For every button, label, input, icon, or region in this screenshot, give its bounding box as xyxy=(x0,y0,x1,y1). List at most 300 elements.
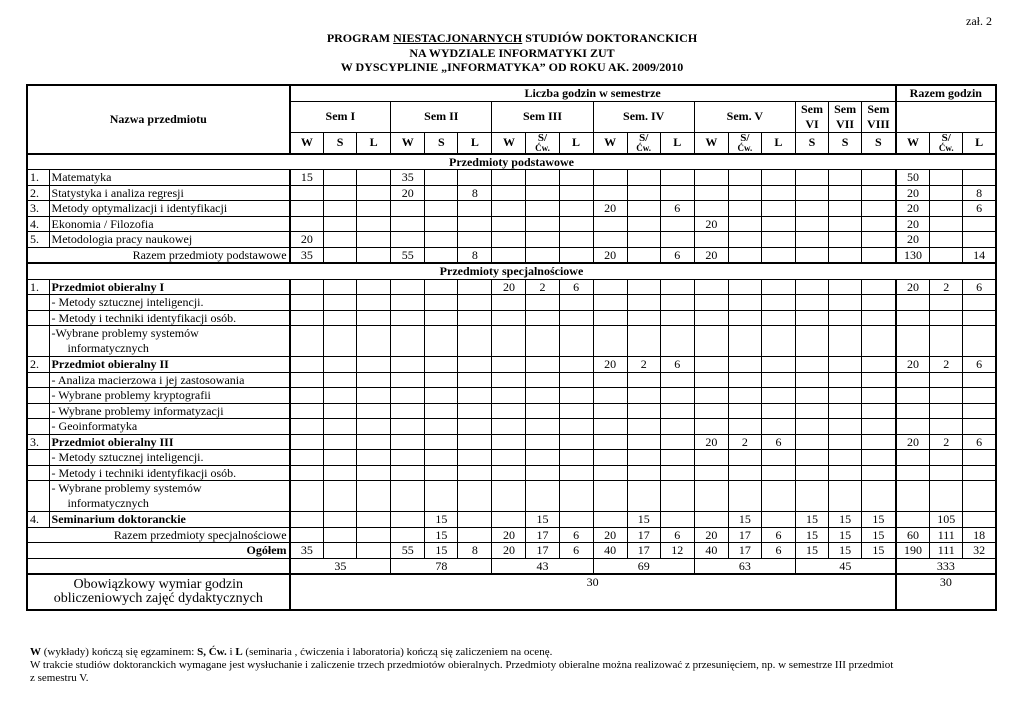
hours-cell xyxy=(526,419,559,435)
hours-cell xyxy=(324,279,357,295)
subject-name-line-2: informatycznych xyxy=(61,341,149,355)
hours-cell xyxy=(795,434,828,450)
hours-cell xyxy=(290,201,324,217)
semester-total: 78 xyxy=(391,558,492,574)
hours-cell xyxy=(458,357,492,373)
subject-name: Seminarium doktoranckie xyxy=(49,512,290,528)
subject-name xyxy=(49,481,290,512)
hours-cell xyxy=(963,419,996,435)
hours-cell xyxy=(728,216,761,232)
subject-name: Metody optymalizacji i identyfikacji xyxy=(49,201,290,217)
hours-cell xyxy=(728,419,761,435)
hours-cell xyxy=(728,279,761,295)
hours-cell xyxy=(627,434,660,450)
obligatory-label-line-1: Obowiązkowy wymiar godzin xyxy=(73,576,244,592)
row-number xyxy=(27,372,49,388)
hours-cell xyxy=(425,170,458,186)
title-line-3: W DYSCYPLINIE „INFORMATYKA” OD ROKU AK. 2009/2010 xyxy=(340,60,684,74)
section-basic-label: Przedmioty podstawowe xyxy=(27,154,996,170)
hours-cell xyxy=(425,279,458,295)
hours-cell xyxy=(862,295,896,311)
hours-cell xyxy=(829,372,862,388)
hours-cell xyxy=(627,201,660,217)
type-l-header: L xyxy=(559,132,593,154)
hours-cell xyxy=(627,372,660,388)
hours-cell xyxy=(728,357,761,373)
hours-cell xyxy=(896,310,930,326)
hours-cell xyxy=(627,465,660,481)
hours-cell xyxy=(660,279,694,295)
semester-total: 69 xyxy=(593,558,694,574)
subject-name: - Metody i techniki identyfikacji osób. xyxy=(49,310,290,326)
hours-cell xyxy=(425,434,458,450)
hours-cell xyxy=(593,388,627,404)
hours-cell xyxy=(829,201,862,217)
hours-cell xyxy=(660,465,694,481)
row-number: 2. xyxy=(27,357,49,373)
hours-cell xyxy=(458,232,492,248)
total-row xyxy=(27,543,996,559)
row-number xyxy=(27,326,49,357)
row-number xyxy=(27,481,49,512)
hours-cell xyxy=(862,403,896,419)
hours-cell: 17 xyxy=(526,527,559,543)
hours-cell xyxy=(492,388,526,404)
table-row xyxy=(27,201,996,217)
hours-cell xyxy=(425,185,458,201)
hours-cell: 20 xyxy=(896,434,930,450)
hours-cell xyxy=(728,450,761,466)
hours-cell xyxy=(425,232,458,248)
hours-cell xyxy=(290,357,324,373)
type-cw: Ćw. xyxy=(535,142,550,153)
footnote-line-2: W trakcie studiów doktoranckich wymagane jest wysłuchanie i zaliczenie trzech przedmiotów obieralnych. Przedmioty obieralne można realizować z przesunięciem, np. w semestrze III przedmiot xyxy=(30,659,894,671)
hours-cell xyxy=(862,357,896,373)
hours-cell xyxy=(425,295,458,311)
hours-cell xyxy=(526,434,559,450)
type-s-cw-header xyxy=(526,132,559,154)
hours-cell xyxy=(627,170,660,186)
hours-cell xyxy=(627,419,660,435)
hours-cell xyxy=(761,295,795,311)
hours-cell: 2 xyxy=(930,434,963,450)
subject-name: - Metody i techniki identyfikacji osób. xyxy=(49,465,290,481)
hours-cell xyxy=(862,201,896,217)
title-line-1-b: STUDIÓW DOKTORANCKICH xyxy=(522,31,698,45)
hours-cell xyxy=(795,326,828,357)
sem1-header: Sem I xyxy=(290,101,391,132)
type-l-header: L xyxy=(660,132,694,154)
hours-cell xyxy=(963,481,996,512)
hours-cell: 20 xyxy=(290,232,324,248)
hours-cell xyxy=(357,216,391,232)
hours-cell xyxy=(862,450,896,466)
hours-cell: 40 xyxy=(593,543,627,559)
hours-cell xyxy=(458,419,492,435)
hours-cell xyxy=(930,326,963,357)
hours-cell xyxy=(290,465,324,481)
hours-cell xyxy=(290,527,324,543)
hours-cell xyxy=(526,295,559,311)
hours-cell xyxy=(660,388,694,404)
hours-cell xyxy=(761,419,795,435)
hours-cell: 15 xyxy=(795,512,828,528)
hours-cell xyxy=(492,170,526,186)
hours-cell xyxy=(761,403,795,419)
hours-cell xyxy=(492,295,526,311)
hours-cell xyxy=(728,201,761,217)
hours-cell xyxy=(829,465,862,481)
hours-cell xyxy=(324,372,357,388)
hours-cell xyxy=(795,372,828,388)
hours-cell xyxy=(559,434,593,450)
hours-cell: 20 xyxy=(694,216,728,232)
hours-cell xyxy=(391,481,425,512)
type-w-header: W xyxy=(492,132,526,154)
row-number: 1. xyxy=(27,279,49,295)
type-s-cw-header xyxy=(728,132,761,154)
hours-cell: 15 xyxy=(862,527,896,543)
subject-name: Matematyka xyxy=(49,170,290,186)
hours-cell xyxy=(559,185,593,201)
hours-cell xyxy=(694,279,728,295)
hours-cell: 105 xyxy=(930,512,963,528)
hours-cell xyxy=(795,201,828,217)
hours-cell xyxy=(862,419,896,435)
hours-cell xyxy=(627,388,660,404)
hours-cell xyxy=(357,357,391,373)
hours-cell xyxy=(694,403,728,419)
hours-cell xyxy=(324,216,357,232)
hours-cell xyxy=(492,434,526,450)
hours-cell xyxy=(660,434,694,450)
hours-cell: 35 xyxy=(290,247,324,263)
hours-cell xyxy=(694,388,728,404)
title-line-1-a: PROGRAM xyxy=(326,31,394,45)
sem2-header: Sem II xyxy=(391,101,492,132)
hours-cell xyxy=(458,481,492,512)
hours-cell xyxy=(391,465,425,481)
hours-cell: 2 xyxy=(930,279,963,295)
hours-cell xyxy=(963,450,996,466)
hours-cell: 20 xyxy=(896,232,930,248)
hours-cell xyxy=(829,247,862,263)
hours-cell: 6 xyxy=(761,527,795,543)
hours-cell xyxy=(357,388,391,404)
hours-cell: 20 xyxy=(593,247,627,263)
hours-cell xyxy=(930,310,963,326)
hours-cell xyxy=(593,170,627,186)
hours-cell xyxy=(593,419,627,435)
hours-cell: 15 xyxy=(425,527,458,543)
hours-cell: 18 xyxy=(963,527,996,543)
table-row xyxy=(27,434,996,450)
hours-cell xyxy=(829,279,862,295)
hours-cell xyxy=(324,357,357,373)
hours-cell xyxy=(559,170,593,186)
type-s-cw-header xyxy=(930,132,963,154)
table-row xyxy=(27,357,996,373)
hours-cell xyxy=(526,357,559,373)
hours-cell xyxy=(930,388,963,404)
hours-cell xyxy=(761,170,795,186)
sem7-header: Sem VII xyxy=(829,101,862,132)
hours-cell xyxy=(795,170,828,186)
hours-cell xyxy=(627,185,660,201)
hours-cell xyxy=(694,326,728,357)
hours-cell xyxy=(425,310,458,326)
hours-cell xyxy=(896,465,930,481)
hours-cell xyxy=(660,403,694,419)
subject-name: - Metody sztucznej inteligencji. xyxy=(49,295,290,311)
hours-cell xyxy=(829,388,862,404)
hours-cell xyxy=(357,170,391,186)
section-spec-label: Przedmioty specjalnościowe xyxy=(27,263,996,279)
hours-cell xyxy=(627,481,660,512)
hours-cell xyxy=(425,372,458,388)
hours-cell xyxy=(559,419,593,435)
sem6-header: Sem VI xyxy=(795,101,828,132)
hours-cell xyxy=(526,201,559,217)
hours-cell xyxy=(559,372,593,388)
hours-cell xyxy=(829,403,862,419)
hours-cell xyxy=(425,419,458,435)
hours-cell xyxy=(458,527,492,543)
type-s-header: S xyxy=(829,132,862,154)
hours-cell xyxy=(324,232,357,248)
table-row xyxy=(27,326,996,357)
hours-cell xyxy=(593,403,627,419)
hours-cell xyxy=(391,434,425,450)
hours-cell xyxy=(728,185,761,201)
hours-cell xyxy=(357,326,391,357)
row-number xyxy=(27,295,49,311)
hours-cell: 6 xyxy=(963,434,996,450)
type-w-header: W xyxy=(290,132,324,154)
semester-total: 63 xyxy=(694,558,795,574)
type-cw: Ćw. xyxy=(938,142,954,153)
subject-name: - Metody sztucznej inteligencji. xyxy=(49,450,290,466)
section-spec xyxy=(27,263,996,279)
row-number: 5. xyxy=(27,232,49,248)
hours-cell xyxy=(458,512,492,528)
hours-cell xyxy=(492,201,526,217)
hours-cell xyxy=(761,357,795,373)
hours-cell: 15 xyxy=(425,512,458,528)
hours-cell: 20 xyxy=(593,357,627,373)
hours-cell: 15 xyxy=(829,527,862,543)
type-w-header: W xyxy=(593,132,627,154)
hours-cell xyxy=(357,279,391,295)
hours-cell xyxy=(761,388,795,404)
footnote-s-cw: S, Ćw. xyxy=(197,646,227,658)
hours-cell xyxy=(559,388,593,404)
type-cw: Ćw. xyxy=(636,142,652,153)
row-number xyxy=(27,403,49,419)
type-l-header: L xyxy=(761,132,795,154)
hours-cell xyxy=(324,201,357,217)
hours-cell xyxy=(761,450,795,466)
hours-cell: 6 xyxy=(963,357,996,373)
hours-cell xyxy=(862,232,896,248)
hours-cell xyxy=(963,216,996,232)
hours-cell xyxy=(425,403,458,419)
hours-cell xyxy=(526,450,559,466)
hours-cell: 15 xyxy=(627,512,660,528)
type-l-header: L xyxy=(458,132,492,154)
type-w-header: W xyxy=(391,132,425,154)
hours-cell xyxy=(391,388,425,404)
hours-cell xyxy=(963,326,996,357)
hours-cell: 55 xyxy=(391,543,425,559)
hours-cell xyxy=(963,372,996,388)
hours-cell xyxy=(324,512,357,528)
total-header: Razem godzin xyxy=(896,85,996,101)
hours-cell xyxy=(324,247,357,263)
table-row xyxy=(27,481,996,512)
hours-cell xyxy=(761,232,795,248)
hours-cell xyxy=(324,543,357,559)
hours-cell xyxy=(660,295,694,311)
hours-cell xyxy=(660,170,694,186)
hours-cell xyxy=(324,419,357,435)
hours-cell xyxy=(660,232,694,248)
hours-cell: 6 xyxy=(660,247,694,263)
hours-cell xyxy=(694,512,728,528)
hours-cell xyxy=(425,247,458,263)
hours-cell xyxy=(593,326,627,357)
hours-cell: 20 xyxy=(694,247,728,263)
hours-cell xyxy=(290,403,324,419)
hours-cell xyxy=(829,310,862,326)
hours-cell xyxy=(492,310,526,326)
hours-cell xyxy=(357,201,391,217)
hours-cell: 190 xyxy=(896,543,930,559)
hours-cell: 20 xyxy=(492,543,526,559)
total-row-label: Ogółem xyxy=(27,543,290,559)
hours-cell xyxy=(492,216,526,232)
hours-cell xyxy=(492,372,526,388)
grand-total: 333 xyxy=(896,558,996,574)
hours-cell xyxy=(458,465,492,481)
footnote-line-1 xyxy=(30,646,1000,659)
hours-cell: 20 xyxy=(593,527,627,543)
hours-cell xyxy=(492,465,526,481)
hours-cell: 12 xyxy=(660,543,694,559)
hours-cell: 6 xyxy=(660,357,694,373)
type-w-header: W xyxy=(694,132,728,154)
hours-cell xyxy=(492,450,526,466)
hours-cell xyxy=(559,481,593,512)
table-row xyxy=(27,216,996,232)
hours-cell xyxy=(963,512,996,528)
hours-cell xyxy=(324,170,357,186)
subject-name: Przedmiot obieralny I xyxy=(49,279,290,295)
hours-cell: 2 xyxy=(526,279,559,295)
hours-cell xyxy=(728,232,761,248)
row-number: 1. xyxy=(27,170,49,186)
hours-cell xyxy=(593,232,627,248)
hours-cell xyxy=(559,450,593,466)
sem8-header: Sem VIII xyxy=(862,101,896,132)
hours-cell xyxy=(290,295,324,311)
hours-cell xyxy=(458,310,492,326)
hours-cell xyxy=(963,403,996,419)
table-row xyxy=(27,388,996,404)
type-s-header: S xyxy=(862,132,896,154)
hours-cell xyxy=(627,403,660,419)
hours-cell: 6 xyxy=(761,434,795,450)
subject-name: Statystyka i analiza regresji xyxy=(49,185,290,201)
hours-header: Liczba godzin w semestrze xyxy=(290,85,896,101)
sem4-header: Sem. IV xyxy=(593,101,694,132)
hours-cell xyxy=(324,450,357,466)
subject-name: Przedmiot obieralny III xyxy=(49,434,290,450)
hours-cell xyxy=(930,295,963,311)
hours-cell xyxy=(492,403,526,419)
hours-cell xyxy=(458,326,492,357)
hours-cell xyxy=(829,481,862,512)
hours-cell xyxy=(324,465,357,481)
hours-cell: 111 xyxy=(930,527,963,543)
hours-cell xyxy=(896,403,930,419)
title-line-1 xyxy=(0,31,1024,46)
hours-cell: 130 xyxy=(896,247,930,263)
hours-cell xyxy=(728,310,761,326)
hours-cell: 15 xyxy=(526,512,559,528)
hours-cell xyxy=(492,185,526,201)
hours-cell xyxy=(660,216,694,232)
hours-cell xyxy=(357,481,391,512)
hours-cell: 15 xyxy=(829,512,862,528)
hours-cell xyxy=(694,450,728,466)
hours-cell xyxy=(930,216,963,232)
hours-cell xyxy=(694,372,728,388)
hours-cell xyxy=(795,185,828,201)
subject-name: Przedmiot obieralny II xyxy=(49,357,290,373)
hours-cell xyxy=(694,185,728,201)
hours-cell xyxy=(559,357,593,373)
hours-cell xyxy=(694,232,728,248)
hours-cell xyxy=(660,185,694,201)
hours-cell xyxy=(290,481,324,512)
hours-cell xyxy=(795,295,828,311)
hours-cell xyxy=(357,465,391,481)
footnote-text-1: (wykłady) kończą się egzaminem: xyxy=(41,646,198,658)
hours-cell xyxy=(559,201,593,217)
title-line-1-underlined: NIESTACJONARNYCH xyxy=(393,31,523,45)
hours-cell xyxy=(357,310,391,326)
hours-cell xyxy=(795,465,828,481)
hours-cell xyxy=(290,279,324,295)
table-row xyxy=(27,185,996,201)
hours-cell xyxy=(526,372,559,388)
footnote xyxy=(30,646,1000,685)
hours-cell xyxy=(963,170,996,186)
hours-cell: 8 xyxy=(458,543,492,559)
hours-cell xyxy=(694,481,728,512)
hours-cell xyxy=(660,310,694,326)
hours-cell xyxy=(862,481,896,512)
subject-name-line-2: informatycznych xyxy=(61,496,149,510)
hours-cell xyxy=(593,216,627,232)
hours-cell: 2 xyxy=(930,357,963,373)
hours-cell xyxy=(357,185,391,201)
hours-cell xyxy=(829,216,862,232)
hours-cell xyxy=(930,481,963,512)
hours-cell: 15 xyxy=(290,170,324,186)
table-row xyxy=(27,465,996,481)
